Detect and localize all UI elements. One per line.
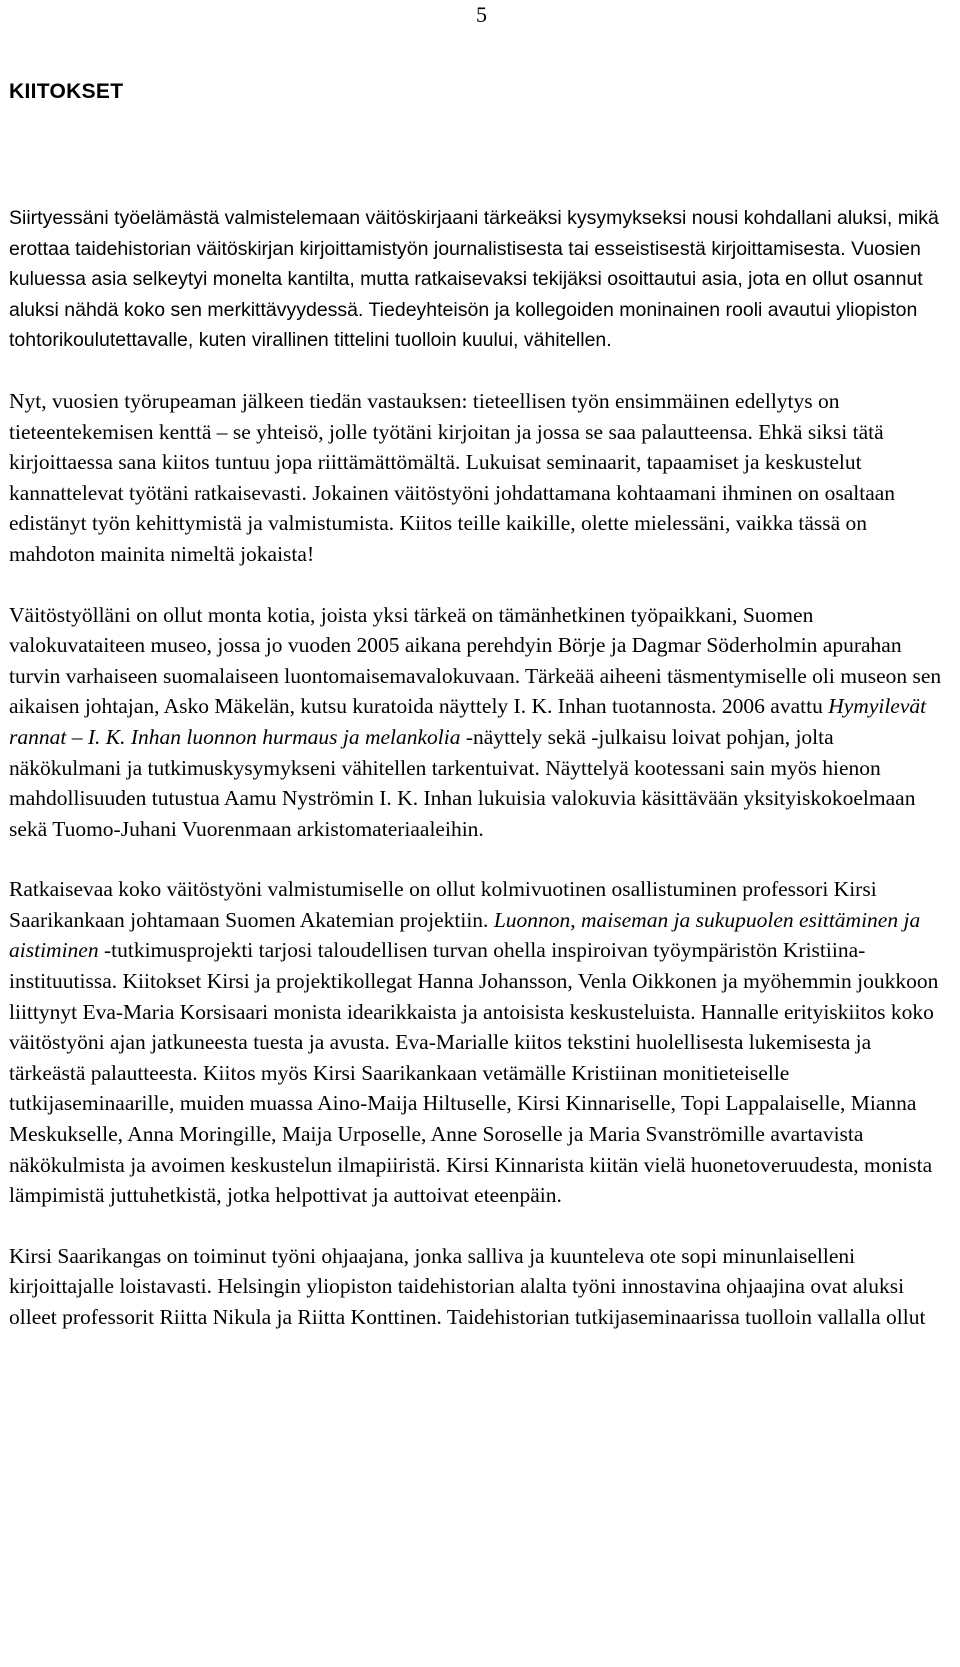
paragraph-3-italic-title: Hymyilevät rannat – I. K. Inhan luonnon hurmaus ja melankolia — [9, 694, 927, 749]
page-heading: KIITOKSET — [9, 80, 124, 103]
paragraph-3-text-before: Väitöstyölläni on ollut monta kotia, joista yksi tärkeä on tämänhetkinen työpaikkani, Suomen valokuvataiteen museo, jossa jo vuoden 2005 aikana perehdyin Börje ja Dagmar Söderholmin apurahan turvin varhaiseen suomalaiseen luontomaisemavalokuvaan. Tärkeää aiheeni täsmentymiselle oli museon sen aikaisen johtajan, Asko Mäkelän, kutsu kuratoida näyttely I. K. Inhan tuotannosta. 2006 avattu — [9, 602, 942, 719]
paragraph-5: Kirsi Saarikangas on toiminut työni ohjaajana, jonka salliva ja kuunteleva ote sopi minunlaiselleni kirjoittajalle loistavasti. Helsingin yliopiston taidehistorian alalta työni innostavina ohjaajina ovat aluksi olleet professorit Riitta Nikula ja Riitta Konttinen. Taidehistorian tutkijaseminaarissa tuolloin vallalla ollut — [9, 1243, 926, 1329]
paragraph-4-text-after: -tutkimusprojekti tarjosi taloudellisen turvan ohella inspiroivan työympäristön Kristiina-instituutissa. Kiitokset Kirsi ja projektikollegat Hanna Johansson, Venla Oikkonen ja myöhemmin joukkoon liittynyt Eva-Maria Korsisaari monista idearikkaista ja antoisista keskusteluista. Hannalle erityiskiitos koko väitöstyöni ajan jatkuneesta tuesta ja avusta. Eva-Marialle kiitos tekstini huolellisesta lukemisesta ja tärkeästä palautteesta. Kiitos myös Kirsi Saarikankaan vetämälle Kristiinan monitieteiselle tutkijaseminaarille, muiden muassa Aino-Maija Hiltuselle, Kirsi Kinnariselle, Topi Lappalaiselle, Mianna Meskukselle, Anna Moringille, Maija Urposelle, Anne Soroselle ja Maria Svanströmille avartavista näkökulmista ja avoimen keskustelun ilmapiiristä. Kirsi Kinnarista kiitän vielä huonetoveruudesta, monista lämpimistä juttuhetkistä, jotka helpottivat ja auttoivat eteenpäin. — [9, 938, 939, 1208]
paragraph-4 — [9, 874, 951, 1211]
document-body — [9, 203, 951, 1333]
paragraph-3 — [9, 600, 951, 845]
paragraph-4-italic-title: Luonnon, maiseman ja sukupuolen esittäminen ja aistiminen — [9, 907, 921, 963]
paragraph-4-text-before: Ratkaisevaa koko väitöstyöni valmistumiselle on ollut kolmivuotinen osallistuminen professori Kirsi Saarikankaan johtamaan Suomen Akatemian projektiin. — [9, 877, 877, 932]
paragraph-2: Nyt, vuosien työrupeaman jälkeen tiedän vastauksen: tieteellisen työn ensimmäinen edellytys on tieteentekemisen kenttä – se yhteisö, jolle työtäni kirjoitan ja jossa se saa palautteensa. Ehkä siksi tätä kirjoittaessa sana kiitos tuntuu jopa riittämättömältä. Lukuisat seminaarit, tapaamiset ja keskustelut kannattelevat työtäni ratkaisevasti. Jokainen väitöstyöni johdattamana kohtaamani ihminen on osaltaan edistänyt työn kehittymistä ja valmistumista. Kiitos teille kaikille, olette mielessäni, vaikka tässä on mahdoton mainita nimeltä jokaista! — [9, 388, 896, 566]
paragraph-1: Siirtyessäni työelämästä valmistelemaan väitöskirjaani tärkeäksi kysymykseksi nousi kohdallani aluksi, mikä erottaa taidehistorian väitöskirjan kirjoittamistyön journalistisesta tai esseistisestä kirjoittamisesta. Vuosien kuluessa asia selkeytyi monelta kantilta, mutta ratkaisevaksi tekijäksi osoittautui asia, jota en ollut osannut aluksi nähdä koko sen merkittävyydessä. Tiedeyhteisön ja kollegoiden moninainen rooli avautui yliopiston tohtorikoulutettavalle, kuten virallinen tittelini tuolloin kuului, vähitellen. — [9, 207, 939, 352]
paragraph-3-text-after: -näyttely sekä -julkaisu loivat pohjan, jolta näkökulmani ja tutkimuskysymykseni vähitellen tarkentuivat. Näyttelyä kootessani sain myös hienon mahdollisuuden tutustua Aamu Nyströmin I. K. Inhan lukuisia valokuvia käsittävään yksityiskokoelmaan sekä Tuomo-Juhani Vuorenmaan arkistomateriaaleihin. — [9, 724, 916, 841]
page-number: 5 — [476, 2, 487, 27]
